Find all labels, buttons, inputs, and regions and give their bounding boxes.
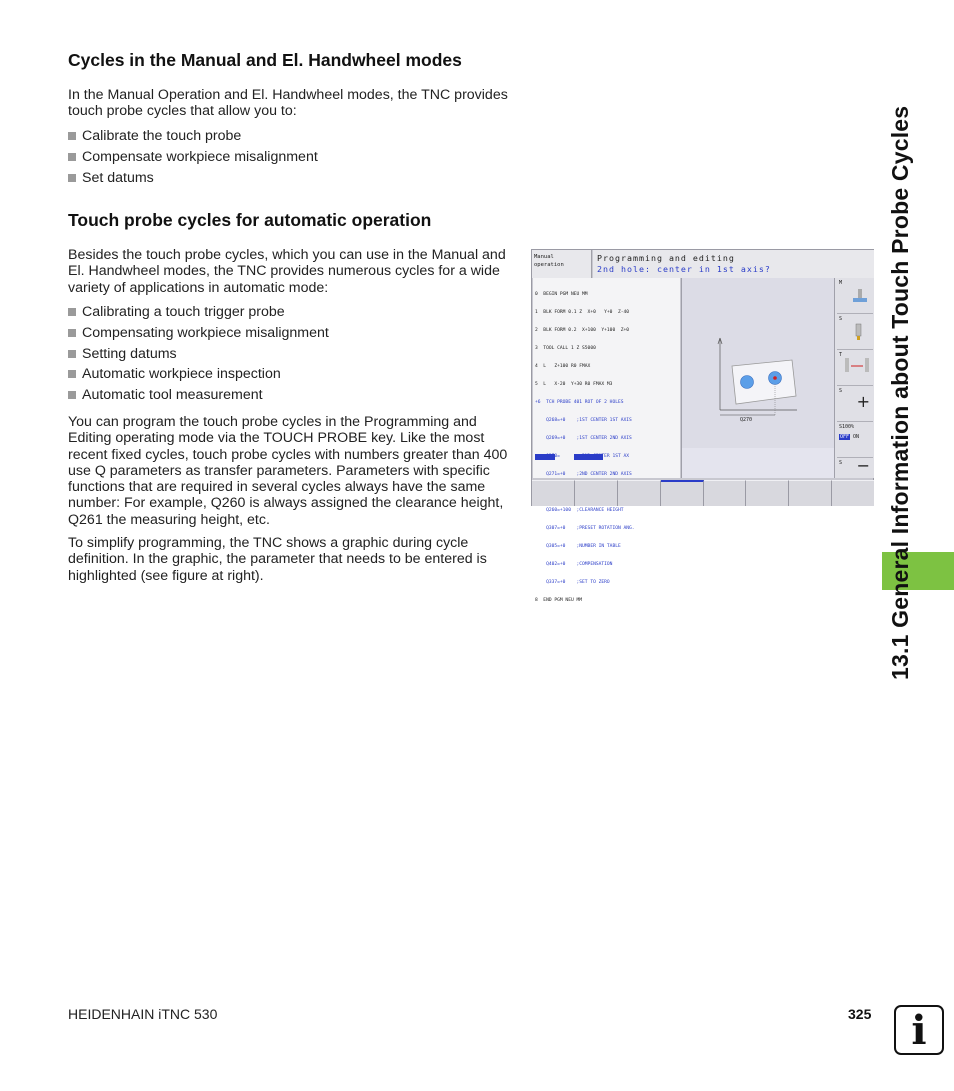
graphic-label-q270: Q270 bbox=[740, 417, 753, 423]
softkey[interactable] bbox=[661, 480, 704, 506]
tnc-mode-label: Manual operation bbox=[532, 250, 592, 278]
softkey[interactable] bbox=[746, 480, 789, 506]
list-item: Compensating workpiece misalignment bbox=[68, 323, 329, 344]
list-item: Automatic workpiece inspection bbox=[68, 364, 329, 385]
program-line: 8 END PGM NEU MM bbox=[535, 598, 583, 603]
text-line: functions that are required in several cycles always have the same bbox=[68, 479, 486, 496]
softkey[interactable] bbox=[532, 480, 575, 506]
program-line: +6 TCH PROBE 401 ROT OF 2 HOLES bbox=[535, 400, 624, 405]
softkey[interactable] bbox=[704, 480, 747, 506]
side-softkey-override[interactable]: S100% OFF ON bbox=[837, 422, 873, 458]
paragraph-graphic bbox=[68, 535, 487, 584]
program-line-active: Q270= ;2ND CENTER 1ST AX bbox=[535, 454, 678, 460]
plus-icon: + bbox=[856, 392, 870, 411]
page-number: 325 bbox=[848, 1006, 872, 1022]
program-line: 1 BLK FORM 0.1 Z X+0 Y+0 Z-40 bbox=[535, 310, 630, 315]
program-line: Q307=+0 ;PRESET ROTATION ANG. bbox=[535, 526, 635, 531]
program-line: Q305=+0 ;NUMBER IN TABLE bbox=[535, 544, 621, 549]
text-line: You can program the touch probe cycles in the Programming and bbox=[68, 414, 477, 430]
text-line: El. Handwheel modes, the TNC provides numerous cycles for a wide bbox=[68, 263, 500, 280]
square-bullet-icon bbox=[68, 370, 76, 378]
square-bullet-icon bbox=[68, 132, 76, 140]
tnc-softkey-row bbox=[532, 480, 874, 506]
paragraph-programming bbox=[68, 414, 507, 528]
tool-change-icon bbox=[843, 356, 873, 378]
text-line: Q261 the measuring height, etc. bbox=[68, 511, 270, 528]
tnc-screenshot-figure bbox=[531, 249, 874, 603]
text-line: In the Manual Operation and El. Handwheel modes, the TNC provides bbox=[68, 87, 508, 103]
text-line: definition. In the graphic, the parameter that needs to be entered is bbox=[68, 551, 487, 568]
list-item: Calibrate the touch probe bbox=[68, 126, 318, 147]
softkey[interactable] bbox=[832, 480, 874, 506]
program-line: Q271=+0 ;2ND CENTER 2ND AXIS bbox=[535, 472, 632, 477]
text-line: To simplify programming, the TNC shows a graphic during cycle bbox=[68, 535, 469, 551]
tnc-side-softkeys bbox=[834, 278, 874, 478]
text-line: Besides the touch probe cycles, which you can use in the Manual and bbox=[68, 247, 506, 263]
intro-paragraph-automatic bbox=[68, 247, 506, 296]
square-bullet-icon bbox=[68, 329, 76, 337]
footer-product-name: HEIDENHAIN iTNC 530 bbox=[68, 1006, 218, 1022]
softkey[interactable] bbox=[575, 480, 618, 506]
bullet-list-manual bbox=[68, 126, 318, 188]
text-line: recent fixed cycles, touch probe cycles with numbers greater than 400 bbox=[68, 446, 508, 463]
text-line: highlighted (see figure at right). bbox=[68, 567, 264, 584]
square-bullet-icon bbox=[68, 391, 76, 399]
text-line: variety of applications in automatic mode: bbox=[68, 279, 329, 296]
list-item: Calibrating a touch trigger probe bbox=[68, 302, 329, 323]
square-bullet-icon bbox=[68, 308, 76, 316]
tnc-program-listing bbox=[533, 278, 680, 603]
softkey[interactable] bbox=[618, 480, 661, 506]
square-bullet-icon bbox=[68, 153, 76, 161]
list-item: Setting datums bbox=[68, 344, 329, 365]
softkey[interactable] bbox=[789, 480, 832, 506]
program-line: 3 TOOL CALL 1 Z S5000 bbox=[535, 346, 596, 351]
info-icon: i bbox=[894, 1005, 944, 1055]
program-line: 4 L Z+100 R0 FMAX bbox=[535, 364, 591, 369]
list-item: Automatic tool measurement bbox=[68, 385, 329, 406]
square-bullet-icon bbox=[68, 174, 76, 182]
list-item: Set datums bbox=[68, 168, 318, 189]
program-line: Q260=+100 ;CLEARANCE HEIGHT bbox=[535, 508, 624, 513]
side-softkey-plus[interactable]: S + bbox=[837, 386, 873, 422]
text-line: number: For example, Q260 is always assigned the clearance height, bbox=[68, 495, 504, 512]
program-line: 5 L X-20 Y+30 R0 FMAX M3 bbox=[535, 382, 613, 387]
spindle-icon bbox=[851, 322, 867, 342]
program-line: 0 BEGIN PGM NEU MM bbox=[535, 292, 588, 297]
chapter-sidebar-title: 13.1 General Information about Touch Probe Cycles bbox=[887, 105, 913, 680]
tnc-header: Programming and editing 2nd hole: center in 1st axis? bbox=[593, 250, 874, 278]
bullet-list-automatic bbox=[68, 302, 329, 406]
touch-probe-icon bbox=[849, 286, 869, 306]
tnc-help-graphic bbox=[681, 278, 834, 478]
program-line: Q268=+0 ;1ST CENTER 1ST AXIS bbox=[535, 418, 632, 423]
side-softkey-s[interactable]: S bbox=[837, 314, 873, 350]
square-bullet-icon bbox=[68, 350, 76, 358]
section-heading-automatic: Touch probe cycles for automatic operation bbox=[68, 210, 432, 230]
text-line: touch probe cycles that allow you to: bbox=[68, 103, 297, 120]
program-line: 2 BLK FORM 0.2 X+100 Y+100 Z+0 bbox=[535, 328, 630, 333]
intro-paragraph-manual bbox=[68, 87, 508, 120]
list-item: Compensate workpiece misalignment bbox=[68, 147, 318, 168]
text-line: use Q parameters as transfer parameters. Parameters with specific bbox=[68, 462, 490, 479]
side-softkey-t[interactable]: T bbox=[837, 350, 873, 386]
section-heading-manual-modes: Cycles in the Manual and El. Handwheel modes bbox=[68, 50, 462, 70]
minus-icon: − bbox=[856, 456, 870, 475]
side-softkey-m[interactable]: M bbox=[837, 278, 873, 314]
text-line: Editing operating mode via the TOUCH PROBE key. Like the most bbox=[68, 430, 485, 447]
program-line: Q337=+0 ;SET TO ZERO bbox=[535, 580, 610, 585]
program-line: Q269=+0 ;1ST CENTER 2ND AXIS bbox=[535, 436, 632, 441]
program-line: Q402=+0 ;COMPENSATION bbox=[535, 562, 613, 567]
workpiece-graphic bbox=[682, 278, 835, 478]
side-softkey-minus[interactable]: S − bbox=[839, 456, 870, 475]
